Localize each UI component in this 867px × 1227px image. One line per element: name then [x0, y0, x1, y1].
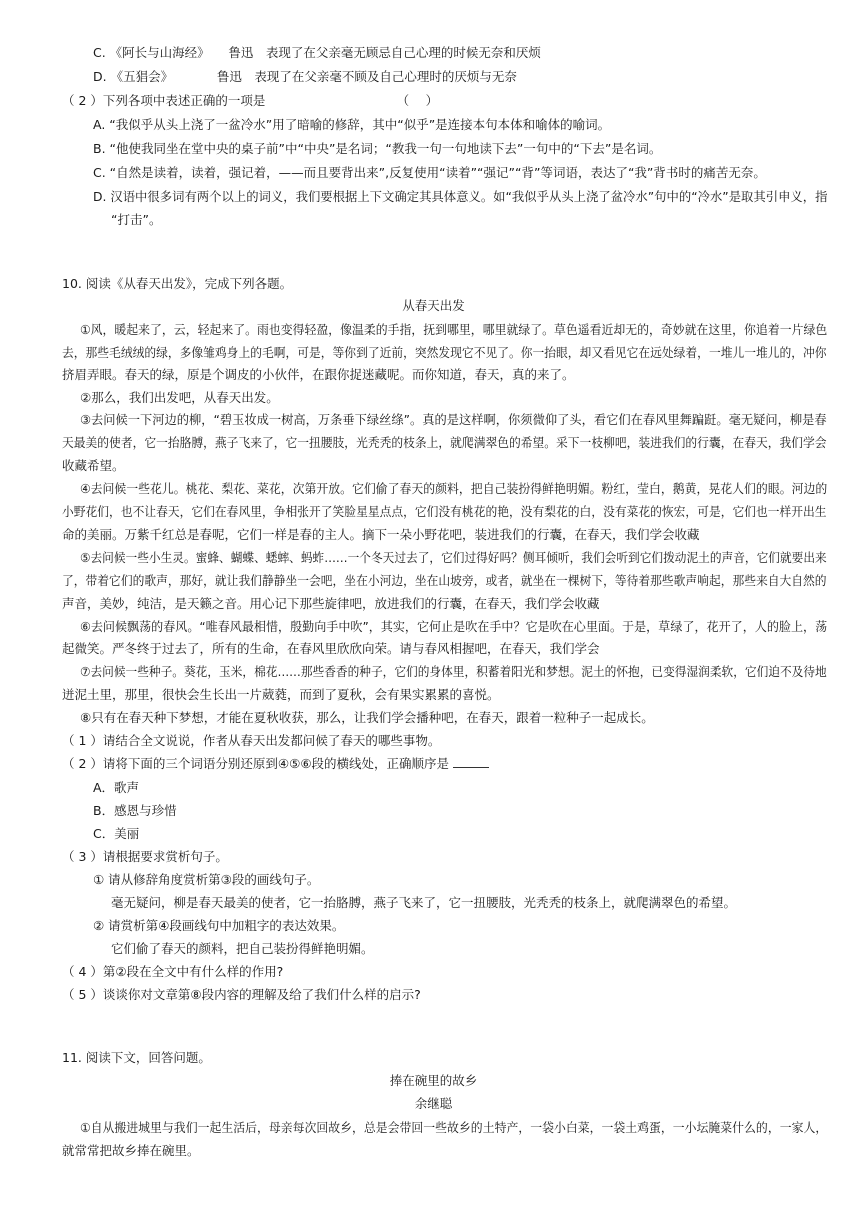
sub-question-3: （ 3 ）请根据要求赏析句子。	[62, 849, 228, 864]
sub-question-3-1: ① 请从修辞角度赏析第③段的画线句子。	[93, 872, 320, 887]
paragraph-4: 命的美丽。万紫千红总是春呢，它们一样是春的主人。摘下一朵小野花吧，装进我们的行囊，在春天，我们学会收藏	[62, 527, 700, 542]
article-author: 余继聪	[414, 1096, 453, 1111]
article-title: 捧在碗里的故乡	[389, 1073, 478, 1088]
option-a: A. “我似乎从头上浇了一盆冷水”用了暗喻的修辞，其中“似乎”是连接本句本体和喻体的喻词。	[93, 117, 611, 132]
paragraph-6: ⑥去问候飘荡的春风。“唯春风最相惜，殷勤向手中吹”，其实，它何止是吹在手中？它是吹在心里面。于是，草绿了，花开了，人的脸上，荡	[80, 619, 828, 634]
choice-b: B．感恩与珍惜	[93, 803, 177, 818]
sub-question-1: （ 1 ）请结合全文说说，作者从春天出发都问候了春天的哪些事物。	[62, 733, 441, 748]
sub-question-2	[62, 756, 489, 772]
question-stem: （ 2 ）下列各项中表述正确的一项是 （ ）	[62, 93, 439, 108]
sub-question-4: （ 4 ）第②段在全文中有什么样的作用?	[62, 964, 284, 979]
paragraph-5: 声音，美妙，纯洁，是天籁之音。用心记下那些旋律吧，放进我们的行囊，在春天，我们学会收藏	[62, 596, 600, 611]
paragraph-3: 收藏希望。	[62, 458, 125, 473]
sub-question-2-text: （ 2 ）请将下面的三个词语分别还原到④⑤⑥段的横线处，正确顺序是	[62, 756, 450, 771]
paragraph-2: ②那么，我们出发吧，从春天出发。	[80, 390, 279, 405]
paragraph-1: ①风，暖起来了，云，轻起来了。雨也变得轻盈，像温柔的手指，抚到哪里，哪里就绿了。草色遥看近却无的，奇妙就在这里，你追着一片绿色	[80, 322, 828, 337]
quoted-sentence: 毫无疑问，柳是春天最美的使者，它一抬胳膊，燕子飞来了，它一扭腰肢，光秃秃的枝条上，就爬满翠色的希望。	[111, 895, 737, 910]
paragraph-6: 起微笑。严冬终于过去了，所有的生命，在春风里欣欣向荣。请与春风相握吧，在春天，我们学会	[62, 641, 600, 656]
option-d-continued: “打击”。	[111, 212, 162, 227]
option-d: D. 《五猖会》 鲁迅 表现了在父亲毫不顾及自己心理时的厌烦与无奈	[93, 69, 517, 84]
choice-a: A．歌声	[93, 780, 140, 795]
article-title: 从春天出发	[402, 298, 465, 313]
paragraph-4: 小野花们，也不让春天，它们在春风里，争相张开了笑脸星星点点，它们没有桃花的艳，没有梨花的白，没有菜花的恢宏，可是，它们也一样开出生	[62, 504, 827, 519]
paragraph-7: ⑦去问候一些种子。葵花，玉米，棉花……那些香香的种子，它们的身体里，积蓄着阳光和梦想。泥土的怀抱，已变得湿润柔软，它们迫不及待地	[80, 664, 827, 679]
answer-blank	[453, 756, 489, 768]
option-d: D. 汉语中很多词有两个以上的词义，我们要根据上下文确定其具体意义。如“我似乎从头上浇了盆冷水”句中的“冷水”是取其引申义，指	[93, 189, 828, 204]
paragraph-7: 迸泥土里，那里，很快会生长出一片葳蕤，而到了夏秋，会有果实累累的喜悦。	[62, 687, 500, 702]
question-heading: 11. 阅读下文，回答问题。	[62, 1050, 211, 1065]
sub-question-3-2: ② 请赏析第④段画线句中加粗字的表达效果。	[93, 918, 345, 933]
quoted-sentence: 它们偷了春天的颜料，把自己装扮得鲜艳明媚。	[111, 941, 374, 956]
paragraph-8: ⑧只有在春天种下梦想，才能在夏秋收获，那么，让我们学会播种吧，在春天，跟着一粒种子一起成长。	[80, 710, 654, 725]
option-b: B. “他使我同坐在堂中央的桌子前”中“中央”是名词；“教我一句一句地读下去”一句中的“下去”是名词。	[93, 141, 662, 156]
paragraph-5: 了，带着它们的歌声，那好，就让我们静静坐一会吧，坐在小河边，坐在山坡旁，或者，就坐在一棵树下，等待着那些歌声响起，那些来自大自然的	[62, 573, 827, 588]
paragraph-3: 天最美的使者，它一抬胳膊，燕子飞来了，它一扭腰肢，光秃秃的枝条上，就爬满翠色的希望。采下一枝柳吧，装进我们的行囊，在春天，我们学会	[62, 435, 827, 450]
paragraph-4: ④去问候一些花儿。桃花、梨花、菜花，次第开放。它们偷了春天的颜料，把自己装扮得鲜艳明媚。粉红，莹白，鹅黄，晃花人们的眼。河边的	[80, 481, 828, 496]
paragraph-3: ③去问候一下河边的柳，“碧玉妆成一树高，万条垂下绿丝绦”。真的是这样啊，你须微仰了头，看它们在春风里舞蹁跹。毫无疑问，柳是春	[80, 412, 827, 427]
choice-c: C．美丽	[93, 826, 140, 841]
option-c: C. 《阿长与山海经》 鲁迅 表现了在父亲毫无顾忌自己心理的时候无奈和厌烦	[93, 45, 541, 60]
paragraph-5: ⑤去问候一些小生灵。蜜蜂、蝴蝶、蟋蟀、蚂蚱……一个冬天过去了，它们过得好吗？侧耳倾听，我们会听到它们拨动泥土的声音，它们就要出来	[80, 550, 827, 565]
paragraph-1: ①自从搬进城里与我们一起生活后，母亲每次回故乡，总是会带回一些故乡的土特产，一袋小白菜，一袋土鸡蛋，一小坛腌菜什么的，一家人，	[80, 1120, 828, 1135]
option-c: C. “自然是读着，读着，强记着，——而且要背出来”,反复使用“读着”“强记”“背”等词语，表达了“我”背书时的痛苦无奈。	[93, 165, 766, 180]
paragraph-1: 去，那些毛绒绒的绿，多像雏鸡身上的毛啊，可是，等你到了近前，突然发现它不见了。你一抬眼，却又看见它在远处绿着，一堆儿一堆儿的，冲你	[62, 345, 827, 360]
sub-question-5: （ 5 ）谈谈你对文章第⑧段内容的理解及给了我们什么样的启示?	[62, 987, 421, 1002]
paragraph-1: 就常常把故乡捧在碗里。	[62, 1143, 200, 1158]
paragraph-1: 挤眉弄眼。春天的绿，原是个调皮的小伙伴，在跟你捉迷藏呢。而你知道，春天，真的来了。	[62, 367, 575, 382]
question-heading: 10. 阅读《从春天出发》，完成下列各题。	[62, 276, 293, 291]
